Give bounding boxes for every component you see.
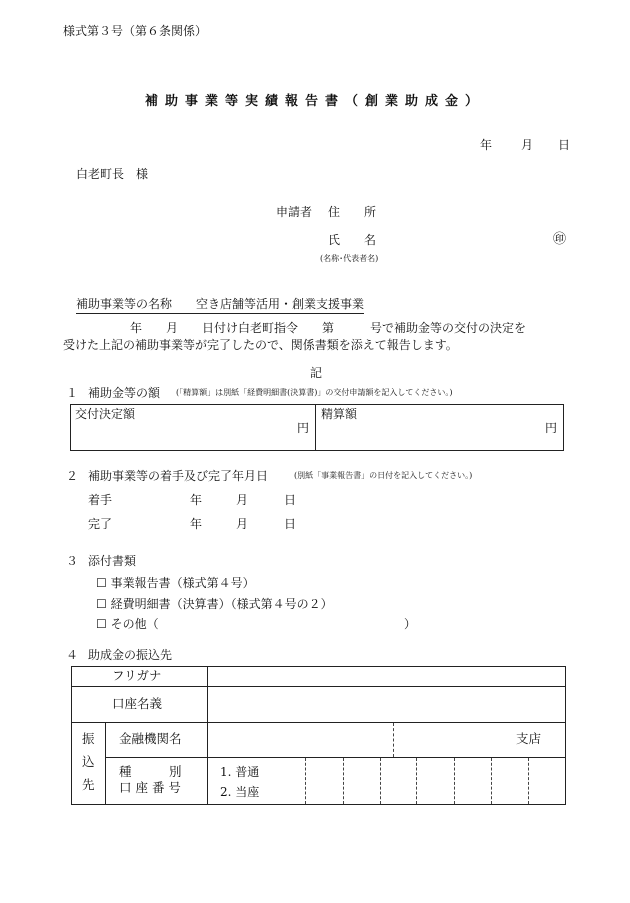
bank-account-table [71,666,566,805]
form-number: 様式第３号（第６条関係） [63,24,208,38]
project-name: 補助事業等の名称 空き店舗等活用・創業支援事業 [76,298,364,314]
type-label: 種 別 [119,764,182,779]
start-day: 日 [284,493,297,507]
start-year: 年 [190,493,203,507]
furikomisaki-char-1: 振 [82,731,95,746]
amount-table [70,404,564,451]
furikomisaki-char-3: 先 [82,777,95,792]
end-year: 年 [190,517,203,531]
name-label: 氏 名 [328,233,377,247]
furigana-label: フリガナ [112,668,162,683]
section3-number: ３ [66,554,79,568]
date-day: 日 [558,138,571,152]
date-month: 月 [521,138,534,152]
section2-number: ２ [66,469,79,483]
section3-heading: 添付書類 [88,554,137,568]
section4-heading: 助成金の振込先 [88,648,173,662]
name-note: (名称･代表者名) [320,254,379,263]
section4-number: ４ [66,648,79,662]
addressee: 白老町長 様 [76,167,149,181]
body-line-2: 受けた上記の補助事業等が完了したので、関係書類を添えて報告します。 [63,338,458,352]
page-title: 補助事業等実績報告書（創業助成金） [144,94,485,109]
start-label: 着手 [88,493,113,507]
ki-heading: 記 [310,366,323,380]
applicant-label: 申請者 [276,205,313,219]
end-month: 月 [236,517,249,531]
end-label: 完了 [88,517,113,531]
address-label: 住 所 [328,205,377,219]
attachment-item[interactable]: ☐ 経費明細書（決算書）（様式第４号の２） [96,597,333,611]
approved-amount-unit: 円 [297,421,310,435]
bank-name-field[interactable] [210,724,390,756]
date-year: 年 [480,138,493,152]
settled-amount-unit: 円 [545,421,558,435]
type-option-current[interactable]: 2. 当座 [220,785,260,799]
body-line-1: 年 月 日付け白老町指令 第 号で補助金等の交付の決定を [130,321,527,335]
account-number-label: 口 座 番 号 [119,780,181,795]
end-day: 日 [284,517,297,531]
section1-number: １ [66,386,79,400]
attachment-item[interactable]: ☐ 事業報告書（様式第４号） [96,576,255,590]
account-name-field[interactable] [210,687,565,721]
branch-label: 支店 [516,731,542,746]
furigana-field[interactable] [210,668,565,685]
section2-heading: 補助事業等の着手及び完了年月日 [88,469,269,483]
attachment-item[interactable]: ☐ その他（ [96,617,159,631]
section2-note: (別紙「事業報告書」の日付を記入してください。) [294,471,473,480]
start-month: 月 [236,493,249,507]
furikomisaki-char-2: 込 [82,754,95,769]
settled-amount-label: 精算額 [321,407,358,421]
seal-icon: ㊞ [553,232,567,247]
type-option-ordinary[interactable]: 1. 普通 [220,765,260,779]
other-close-paren: ） [404,617,417,631]
account-name-label: 口座名義 [112,696,163,711]
approved-amount-label: 交付決定額 [75,407,136,421]
section1-heading: 補助金等の額 [88,386,161,400]
bank-name-label: 金融機関名 [119,731,182,746]
section1-note: (「精算額」は別紙「経費明細書(決算書)」の交付申請額を記入してください。) [176,388,453,397]
